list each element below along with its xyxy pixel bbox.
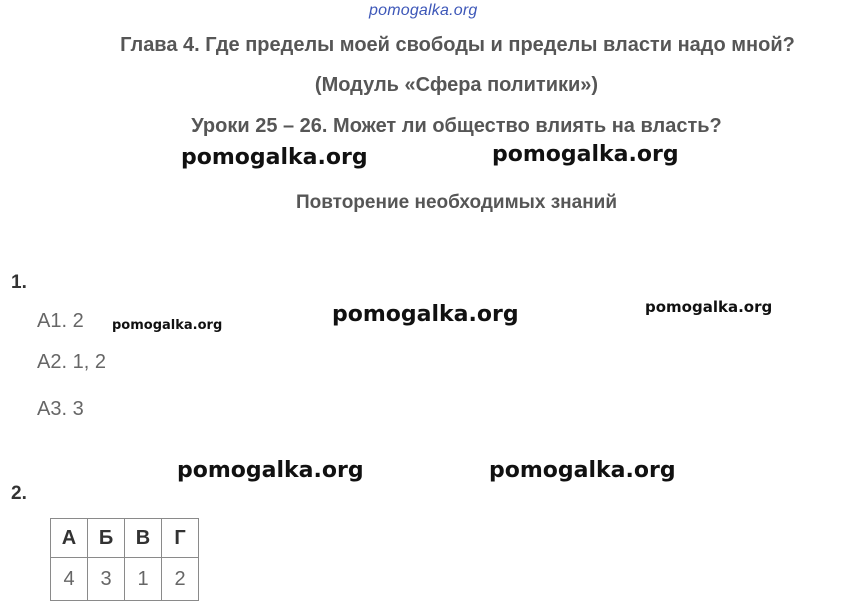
watermark: pomogalka.org (332, 302, 519, 327)
lessons-title: Уроки 25 – 26. Может ли общество влиять на власть? (191, 115, 722, 137)
task-1-number: 1. (11, 272, 27, 293)
header-cell-b: Б (88, 519, 125, 558)
watermark: pomogalka.org (177, 458, 364, 483)
value-cell-g: 2 (162, 558, 199, 601)
module-title: (Модуль «Сфера политики») (314, 74, 599, 96)
value-cell-b: 3 (88, 558, 125, 601)
header-cell-a: А (51, 519, 88, 558)
watermark: pomogalka.org (645, 298, 773, 316)
watermark: pomogalka.org (492, 142, 679, 167)
answer-table (50, 518, 199, 601)
section-title: Повторение необходимых знаний (295, 192, 618, 213)
answer-a1: А1. 2 (37, 310, 84, 332)
site-logo: pomogalka.org (369, 2, 478, 19)
answer-table-header-row (51, 519, 199, 558)
watermark: pomogalka.org (489, 458, 676, 483)
watermark: pomogalka.org (181, 145, 368, 170)
answer-table-value-row (51, 558, 199, 601)
header-cell-v: В (125, 519, 162, 558)
header-cell-g: Г (162, 519, 199, 558)
answer-a3: А3. 3 (37, 398, 84, 420)
value-cell-a: 4 (51, 558, 88, 601)
chapter-title: Глава 4. Где пределы моей свободы и пределы власти надо мной? (120, 34, 795, 56)
task-2-number: 2. (11, 483, 27, 504)
answer-a2: А2. 1, 2 (37, 351, 106, 373)
watermark: pomogalka.org (112, 318, 223, 333)
value-cell-v: 1 (125, 558, 162, 601)
